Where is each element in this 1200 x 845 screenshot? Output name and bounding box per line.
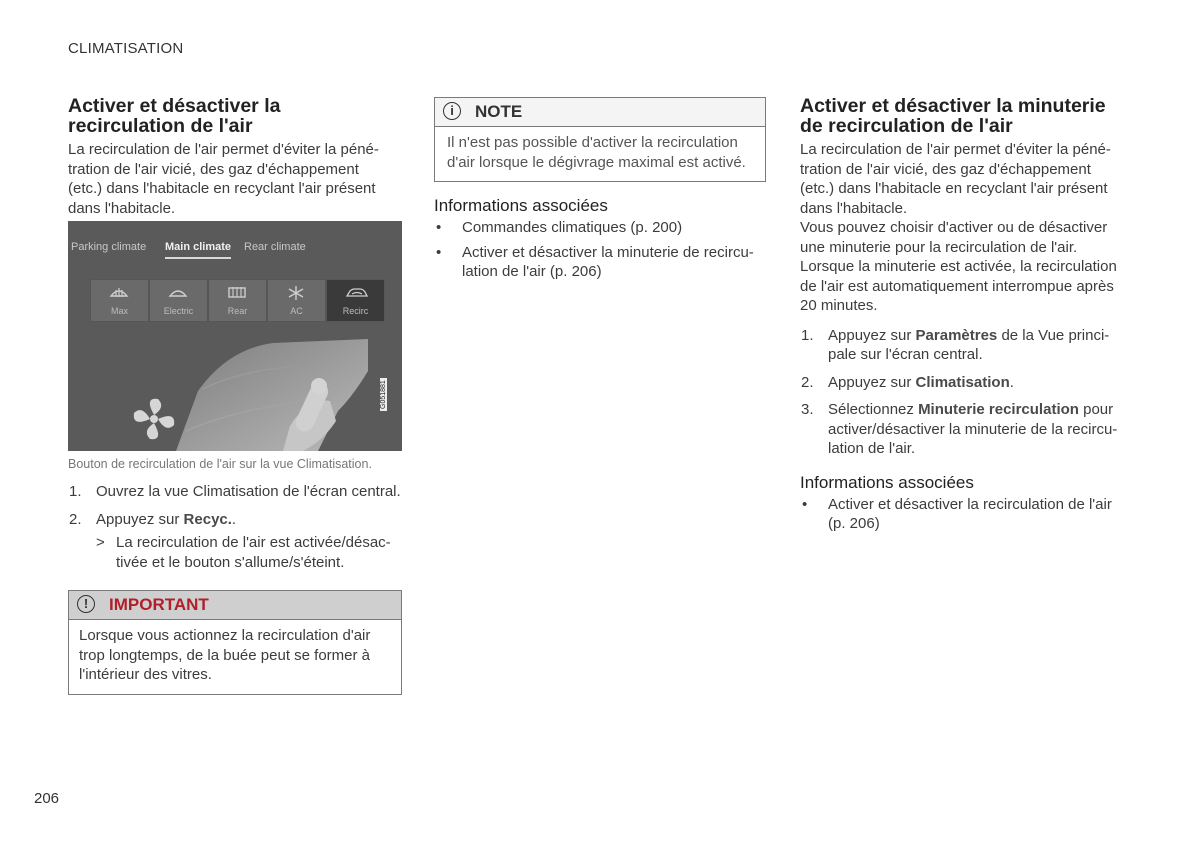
column-recirculation <box>68 96 402 695</box>
related-link[interactable]: • Activer et désactiver la recirculation de l'air (p. 206) <box>802 495 1112 532</box>
related-list <box>434 218 766 282</box>
important-box <box>68 590 402 695</box>
max-defrost-button[interactable]: Max <box>90 279 149 322</box>
climate-screen-figure <box>68 221 402 451</box>
note-header <box>435 98 765 127</box>
climate-button-row <box>90 279 386 321</box>
fan-icon <box>134 399 174 439</box>
snowflake-icon <box>286 285 306 301</box>
related-link[interactable]: • Activer et désactiver la minuterie de recircu- lation de l'air (p. 206) <box>436 243 754 280</box>
recirc-button[interactable]: Recirc <box>326 279 385 322</box>
column-timer <box>800 96 1130 539</box>
related-heading: Informations associées <box>434 196 608 215</box>
column-note <box>434 97 766 287</box>
active-tab-indicator <box>165 257 231 259</box>
figure-code: G051881 <box>380 380 387 409</box>
windscreen-heater-icon <box>168 285 188 301</box>
warning-icon: ! <box>77 595 95 613</box>
intro-paragraph: La recirculation de l'air permet d'éviter la péné- tration de l'air vicié, des gaz d'échappement (etc.) dans l'habitacle en recyclant l'air présent dans l'habitacle. <box>68 141 379 217</box>
related-list <box>800 495 1130 534</box>
important-header <box>69 591 401 620</box>
figure-caption: Bouton de recirculation de l'air sur la vue Climatisation. <box>68 457 372 471</box>
rear-defrost-button[interactable]: Rear <box>208 279 267 322</box>
running-header: CLIMATISATION <box>68 40 184 57</box>
note-title: NOTE <box>475 102 523 121</box>
tab-main-climate[interactable]: Main climate <box>165 241 232 253</box>
important-title: IMPORTANT <box>109 595 209 614</box>
climate-tab-bar <box>68 237 402 263</box>
ac-button[interactable]: AC <box>267 279 326 322</box>
rear-window-heater-icon <box>227 285 247 301</box>
max-defrost-icon <box>109 285 129 301</box>
step-item: 3. Sélectionnez Minuterie recirculation pour activer/désactiver la minuterie de la recircu- lation de l'air. <box>801 401 1118 457</box>
section-heading: Activer et désactiver la minuterie de recirculation de l'air <box>800 95 1106 137</box>
tab-rear-climate[interactable]: Rear climate <box>244 241 306 253</box>
tab-parking-climate[interactable]: Parking climate <box>71 241 147 253</box>
recirculation-icon <box>345 285 369 301</box>
related-link[interactable]: • Commandes climatiques (p. 200) <box>436 219 683 236</box>
step-list <box>800 326 1130 459</box>
step-list <box>68 482 402 529</box>
step-item: 2. Appuyez sur Climatisation. <box>801 373 1014 391</box>
info-icon: i <box>443 102 461 120</box>
step-item: 1. Appuyez sur Paramètres de la Vue princi- pale sur l'écran central. <box>801 326 1110 363</box>
section-heading: Activer et désactiver la recirculation de l'air <box>68 95 281 137</box>
note-text: Il n'est pas possible d'activer la recirculation d'air lorsque le dégivrage maximal est activé. <box>447 134 746 171</box>
step-result: > La recirculation de l'air est activée/désac- tivée et le bouton s'allume/s'éteint. <box>96 534 391 571</box>
related-heading: Informations associées <box>800 472 974 492</box>
page-number: 206 <box>34 790 60 807</box>
important-text: Lorsque vous actionnez la recirculation d'air trop longtemps, de la buée peut se former à l'intérieur des vitres. <box>79 627 371 683</box>
intro-paragraph: La recirculation de l'air permet d'éviter la péné- tration de l'air vicié, des gaz d'échappement (etc.) dans l'habitacle en recyclant l'air présent dans l'habitacle. Vous pouvez choisir d'activer ou de désactiver une minuterie pour la recirculation de l'air. Lorsque la minuterie est activée, la recirculation de l'air est automatiquement interrompue après 20 minutes. <box>800 141 1117 314</box>
electric-defrost-button[interactable]: Electric <box>149 279 208 322</box>
step-item: 2. Appuyez sur Recyc.. <box>69 510 237 528</box>
note-box <box>434 97 766 182</box>
step-item: 1. Ouvrez la vue Climatisation de l'écran central. <box>69 483 401 500</box>
